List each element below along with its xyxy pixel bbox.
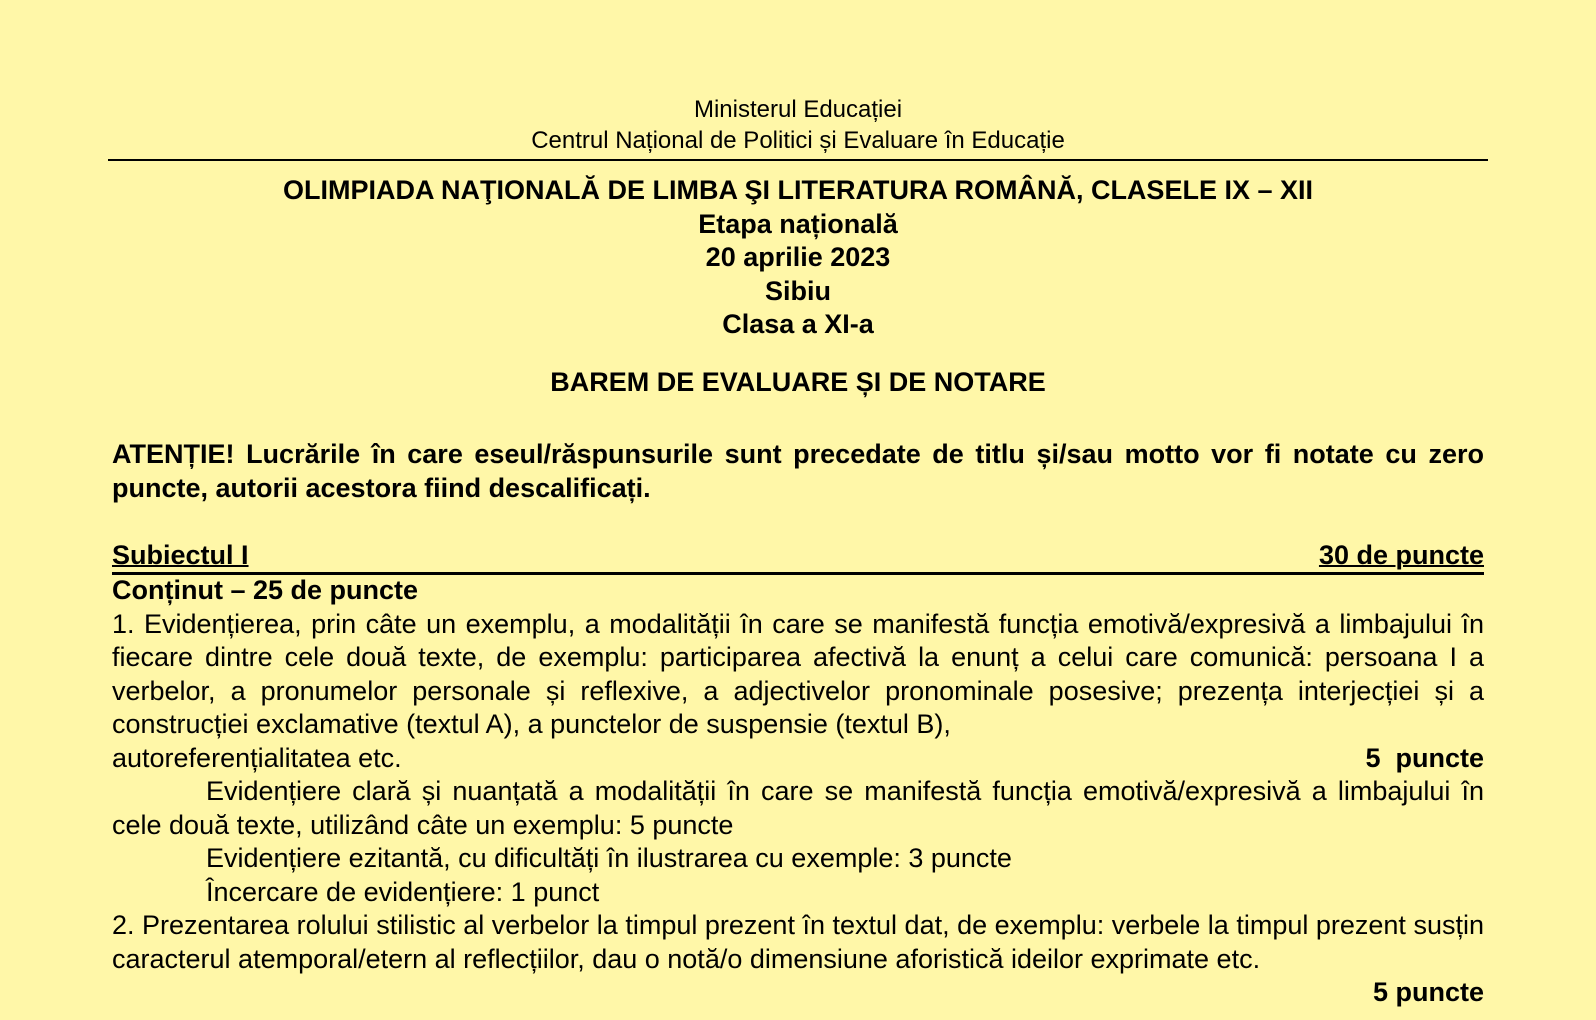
stage-title: Etapa națională [698,208,898,239]
item-1-grade-partial: Evidențiere ezitantă, cu dificultăți în ilustrarea cu exemple: 3 puncte [206,843,1012,873]
item-1-tail-row [112,742,1484,776]
item-2-points: 5 puncte [1372,977,1484,1007]
exam-city: Sibiu [765,275,831,306]
barem-title: BAREM DE EVALUARE ȘI DE NOTARE [550,367,1046,397]
attention-notice: ATENȚIE! Lucrările în care eseul/răspunsurile sunt precedate de titlu și/sau motto vor fi notate cu zero puncte, autorii acestora fiind descalificați. [112,439,1484,503]
olympiad-title: OLIMPIADA NAŢIONALĂ DE LIMBA ŞI LITERATURA ROMÂNĂ, CLASELE IX – XII [283,175,1313,205]
center-name: Centrul Național de Politici și Evaluare în Educație [531,127,1065,154]
item-1-points: 5 puncte [1365,742,1484,773]
header-divider [108,159,1488,161]
subject-points: 30 de puncte [1318,540,1484,570]
ministry-name: Ministerul Educației [693,96,903,123]
item-1-grade-attempt: Încercare de evidențiere: 1 punct [206,876,600,907]
item-2-text: 2. Prezentarea rolului stilistic al verbelor la timpul prezent în textul dat, de exemplu: verbele la timpul prezent susțin caracterul atemporal/etern al reflecțiilor, dau o notă/o dimensiune aforistică ideilor exprimate etc. [112,910,1484,974]
subject-header [112,538,1484,575]
grading-content [112,574,1484,1010]
exam-date: 20 aprilie 2023 [705,242,891,272]
item-1-text: 1. Evidențierea, prin câte un exemplu, a modalității în care se manifestă funcția emotivă/expresivă a limbajului în fiecare dintre cele două texte, de exemplu: participarea afectivă la enunț a celui care comunică: persoana I a verbelor, a pronumelor personale și reflexive, a adjectivelor pronominale posesive; prezența interjecției și a construcției exclamative (textul A), a punctelor de suspensie (textul B), [112,608,1484,739]
subject-title: Subiectul I [112,540,249,570]
item-1-tail: autoreferențialitatea etc. [112,742,402,773]
title-block [108,174,1488,342]
content-heading: Conținut – 25 de puncte [112,575,419,605]
document-header [108,94,1488,156]
class-level: Clasa a XI-a [722,309,874,339]
item-1-grade-full: Evidențiere clară și nuanțată a modalității în care se manifestă funcția emotivă/expresivă a limbajului în cele două texte, utilizând câte un exemplu: 5 puncte [112,776,1484,840]
